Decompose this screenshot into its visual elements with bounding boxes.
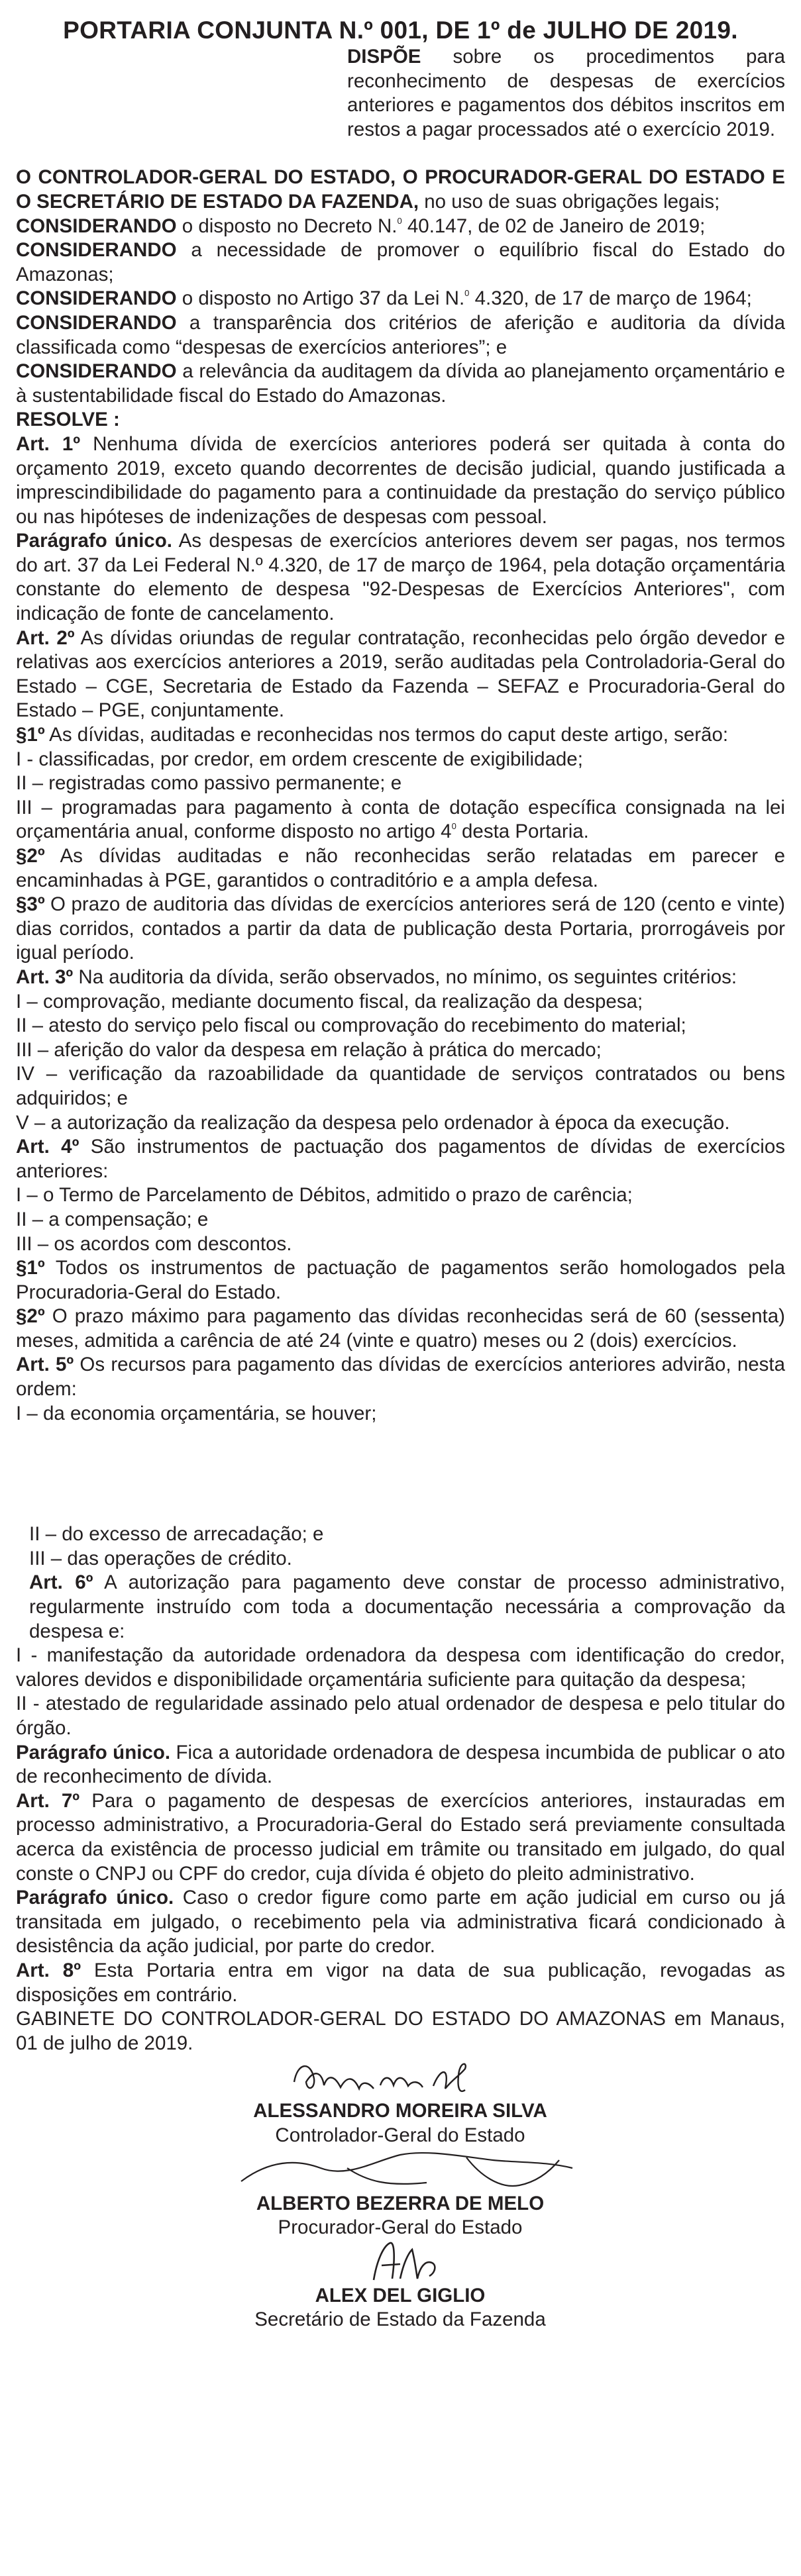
signatory-role: Secretário de Estado da Fazenda — [254, 2308, 546, 2331]
article-3-item-i: I – comprovação, mediante documento fiscal, da realização da despesa; — [16, 990, 643, 1013]
considerando-label: CONSIDERANDO — [16, 287, 177, 310]
signature-block — [148, 2056, 652, 2332]
article-6 — [16, 1571, 785, 1644]
signature-scribble-2 — [148, 2148, 652, 2192]
considerando-text: o disposto no Decreto N. — [176, 215, 398, 237]
article-1-paragrafo-unico — [16, 529, 785, 626]
signatory-name: ALBERTO BEZERRA DE MELO — [256, 2192, 545, 2214]
article-1 — [16, 432, 785, 529]
considerando-4 — [16, 311, 785, 360]
article-2-paragraph-1 — [16, 723, 785, 748]
article-label: Art. 2º — [16, 626, 75, 649]
article-8 — [16, 1959, 785, 2007]
article-text: Os recursos para pagamento das dívidas de exercícios anteriores advirão, nesta ordem: — [16, 1354, 785, 1401]
article-label: Art. 4º — [16, 1136, 80, 1158]
article-label: Art. 5º — [16, 1354, 74, 1376]
article-4-item-ii: II – a compensação; e — [16, 1208, 209, 1230]
article-text: As dívidas, auditadas e reconhecidas nos termos do caput deste artigo, serão: — [44, 724, 729, 746]
resolve-label: RESOLVE : — [16, 409, 120, 431]
paragraph-label: §1º — [16, 1257, 45, 1279]
ementa — [347, 45, 785, 142]
paragraph-label: §1º — [16, 724, 45, 746]
considerando-label: CONSIDERANDO — [16, 311, 177, 334]
signature-scribble-3 — [148, 2240, 652, 2284]
article-label: Art. 1º — [16, 432, 81, 455]
article-text: Nenhuma dívida de exercícios anteriores poderá ser quitada à conta do orçamento 2019, exceto quando decorrentes de decisão judicial, quando justificada a imprescindibilidade do pagamento para a continuidade da prestação do serviço público ou nas hipóteses de indenizações de despesas com pessoal. — [16, 432, 786, 528]
article-3-item-iii: III – aferição do valor da despesa em relação à prática do mercado; — [16, 1038, 602, 1061]
article-2-item-iii — [16, 796, 785, 844]
article-7-paragrafo-unico — [16, 1886, 785, 1959]
preamble-authorities — [16, 166, 785, 214]
article-text: A autorização para pagamento deve constar de processo administrativo, regularmente instruído com toda a documentação necessária a comprovação da despesa e: — [29, 1571, 785, 1642]
column-gap — [16, 1426, 785, 1522]
article-4-item-iii: III – os acordos com descontos. — [16, 1232, 292, 1255]
article-label: Art. 8º — [16, 1959, 81, 1981]
considerando-label: CONSIDERANDO — [16, 215, 177, 237]
superscript: 0 — [464, 288, 470, 299]
considerando-text: a necessidade de promover o equilíbrio fiscal do Estado do Amazonas; — [16, 239, 785, 285]
article-5-item-i: I – da economia orçamentária, se houver; — [16, 1402, 377, 1424]
article-text: Caso o credor figure como parte em ação judicial em curso ou já transitada em julgado, o recebimento pela via administrativa ficará condicionado à desistência da ação judicial, por parte do credor. — [16, 1887, 785, 1957]
article-label: Art. 7º — [16, 1789, 80, 1812]
article-text: Fica a autoridade ordenadora de despesa incumbida de publicar o ato de reconhecimento de dívida. — [16, 1741, 785, 1788]
article-label: Art. 3º — [16, 966, 74, 988]
article-6-item-i: I - manifestação da autoridade ordenadora da despesa com identificação do credor, valores devidos e disponibilidade orçamentária suficiente para quitação da despesa; — [16, 1644, 785, 1691]
article-2-paragraph-2 — [16, 844, 785, 893]
article-3-item-v: V – a autorização da realização da despesa pelo ordenador à época da execução. — [16, 1111, 730, 1134]
paragraph-label: §2º — [16, 845, 45, 867]
article-2-item-ii: II – registradas como passivo permanente; e — [16, 772, 402, 795]
article-2-item-i: I - classificadas, por credor, em ordem crescente de exigibilidade; — [16, 748, 583, 770]
considerando-text: o disposto no Artigo 37 da Lei N. — [176, 287, 465, 310]
signatory-name: ALESSANDRO MOREIRA SILVA — [253, 2100, 547, 2122]
article-text: As despesas de exercícios anteriores devem ser pagas, nos termos do art. 37 da Lei Federal N.º 4.320, de 17 de março de 1964, pela dotação orçamentária constante do elemento de despesa "92-Despesas de Exercícios Anteriores", com indicação de fonte de cancelamento. — [16, 530, 785, 625]
article-4-item-i: I – o Termo de Parcelamento de Débitos, admitido o prazo de carência; — [16, 1184, 633, 1207]
considerando-label: CONSIDERANDO — [16, 239, 177, 262]
paragraph-label: §3º — [16, 893, 45, 916]
considerando-text: 40.147, de 02 de Janeiro de 2019; — [401, 215, 706, 237]
authorities-label: O CONTROLADOR-GERAL DO ESTADO, O PROCURADOR-GERAL DO ESTADO E O SECRETÁRIO DE ESTADO DA FAZENDA, — [16, 166, 785, 213]
considerando-1 — [16, 215, 785, 239]
considerando-label: CONSIDERANDO — [16, 360, 177, 383]
superscript: 0 — [451, 821, 456, 832]
article-text: O prazo máximo para pagamento das dívidas reconhecidas será de 60 (sessenta) meses, admitida a carência de até 24 (vinte e quatro) meses ou 2 (dois) exercícios. — [16, 1305, 785, 1352]
item-text: III – programadas para pagamento à conta de dotação específica consignada na lei orçamentária anual, conforme disposto no artigo 4 — [16, 796, 785, 843]
article-text: Na auditoria da dívida, serão observados, no mínimo, os seguintes critérios: — [73, 966, 737, 988]
article-4 — [16, 1135, 785, 1183]
considerando-text: a transparência dos critérios de aferição e auditoria da dívida classificada como “despesas de exercícios anteriores”; e — [16, 311, 785, 358]
considerando-2 — [16, 238, 785, 287]
item-text: desta Portaria. — [456, 820, 589, 843]
article-text: Esta Portaria entra em vigor na data de sua publicação, revogadas as disposições em contrário. — [16, 1959, 785, 2006]
article-2 — [16, 626, 785, 723]
considerando-3 — [16, 287, 785, 311]
article-4-paragraph-1 — [16, 1256, 785, 1305]
article-3-item-ii: II – atesto do serviço pelo fiscal ou comprovação do recebimento do material; — [16, 1015, 686, 1037]
document-title: PORTARIA CONJUNTA N.º 001, DE 1º de JULHO DE 2019. — [63, 17, 738, 44]
article-text: Para o pagamento de despesas de exercícios anteriores, instauradas em processo administrativo, a Procuradoria-Geral do Estado será previamente consultada acerca da existência de processo judicial em trâmite ou transitado em julgado, do qual conste o CNPJ ou CPF do credor, cuja dívida é objeto do pleito administrativo. — [16, 1789, 785, 1885]
article-3-item-iv: IV – verificação da razoabilidade da quantidade de serviços contratados ou bens adquiridos; e — [16, 1063, 785, 1109]
article-4-paragraph-2 — [16, 1305, 785, 1353]
article-2-paragraph-3 — [16, 893, 785, 966]
article-6-paragrafo-unico — [16, 1741, 785, 1789]
considerando-5 — [16, 360, 785, 408]
paragrafo-unico-label: Parágrafo único. — [16, 1741, 171, 1763]
signatory-role: Controlador-Geral do Estado — [275, 2124, 525, 2146]
ementa-text: sobre os procedimentos para reconhecimento de despesas de exercícios anteriores e pagamentos dos débitos inscritos em restos a pagar processados até o exercício 2019. — [347, 46, 785, 140]
article-6-item-ii: II - atestado de regularidade assinado pelo atual ordenador de despesa e pelo titular do órgão. — [16, 1693, 785, 1739]
article-5-item-iii: III – das operações de crédito. — [29, 1547, 292, 1569]
signatory-name: ALEX DEL GIGLIO — [315, 2284, 486, 2306]
article-7 — [16, 1789, 785, 1886]
article-5-item-ii: II – do excesso de arrecadação; e — [29, 1523, 324, 1546]
article-text: As dívidas auditadas e não reconhecidas serão relatadas em parecer e encaminhadas à PGE, garantidos o contraditório e a ampla defesa. — [16, 845, 785, 891]
article-text: O prazo de auditoria das dívidas de exercícios anteriores será de 120 (cento e vinte) dias corridos, contados a partir da data de publicação desta Portaria, prorrogáveis por igual período. — [16, 893, 785, 964]
resolve-heading — [16, 408, 785, 432]
superscript: 0 — [397, 215, 402, 226]
article-3 — [16, 966, 785, 990]
paragrafo-unico-label: Parágrafo único. — [16, 1887, 174, 1909]
article-text: Todos os instrumentos de pactuação de pagamentos serão homologados pela Procuradoria-Geral do Estado. — [16, 1257, 785, 1303]
authorities-text: no uso de suas obrigações legais; — [419, 190, 720, 213]
closing-place-date: GABINETE DO CONTROLADOR-GERAL DO ESTADO DO AMAZONAS em Manaus, 01 de julho de 2019. — [16, 2008, 785, 2054]
signatory-role: Procurador-Geral do Estado — [278, 2216, 523, 2239]
article-text: São instrumentos de pactuação dos pagamentos de dívidas de exercícios anteriores: — [16, 1136, 785, 1182]
considerando-text: a relevância da auditagem da dívida ao planejamento orçamentário e à sustentabilidade fiscal do Estado do Amazonas. — [16, 360, 785, 407]
article-label: Art. 6º — [29, 1571, 93, 1594]
paragrafo-unico-label: Parágrafo único. — [16, 530, 172, 552]
signature-scribble-1 — [148, 2056, 652, 2099]
ementa-label: DISPÕE — [347, 46, 421, 68]
considerando-text: 4.320, de 17 de março de 1964; — [469, 287, 752, 310]
paragraph-label: §2º — [16, 1305, 45, 1328]
article-5 — [16, 1353, 785, 1401]
article-text: As dívidas oriundas de regular contratação, reconhecidas pelo órgão devedor e relativas aos exercícios anteriores a 2019, serão auditadas pela Controladoria-Geral do Estado – CGE, Secretaria de Estado da Fazenda – SEFAZ e Procuradoria-Geral do Estado – PGE, conjuntamente. — [16, 626, 785, 722]
